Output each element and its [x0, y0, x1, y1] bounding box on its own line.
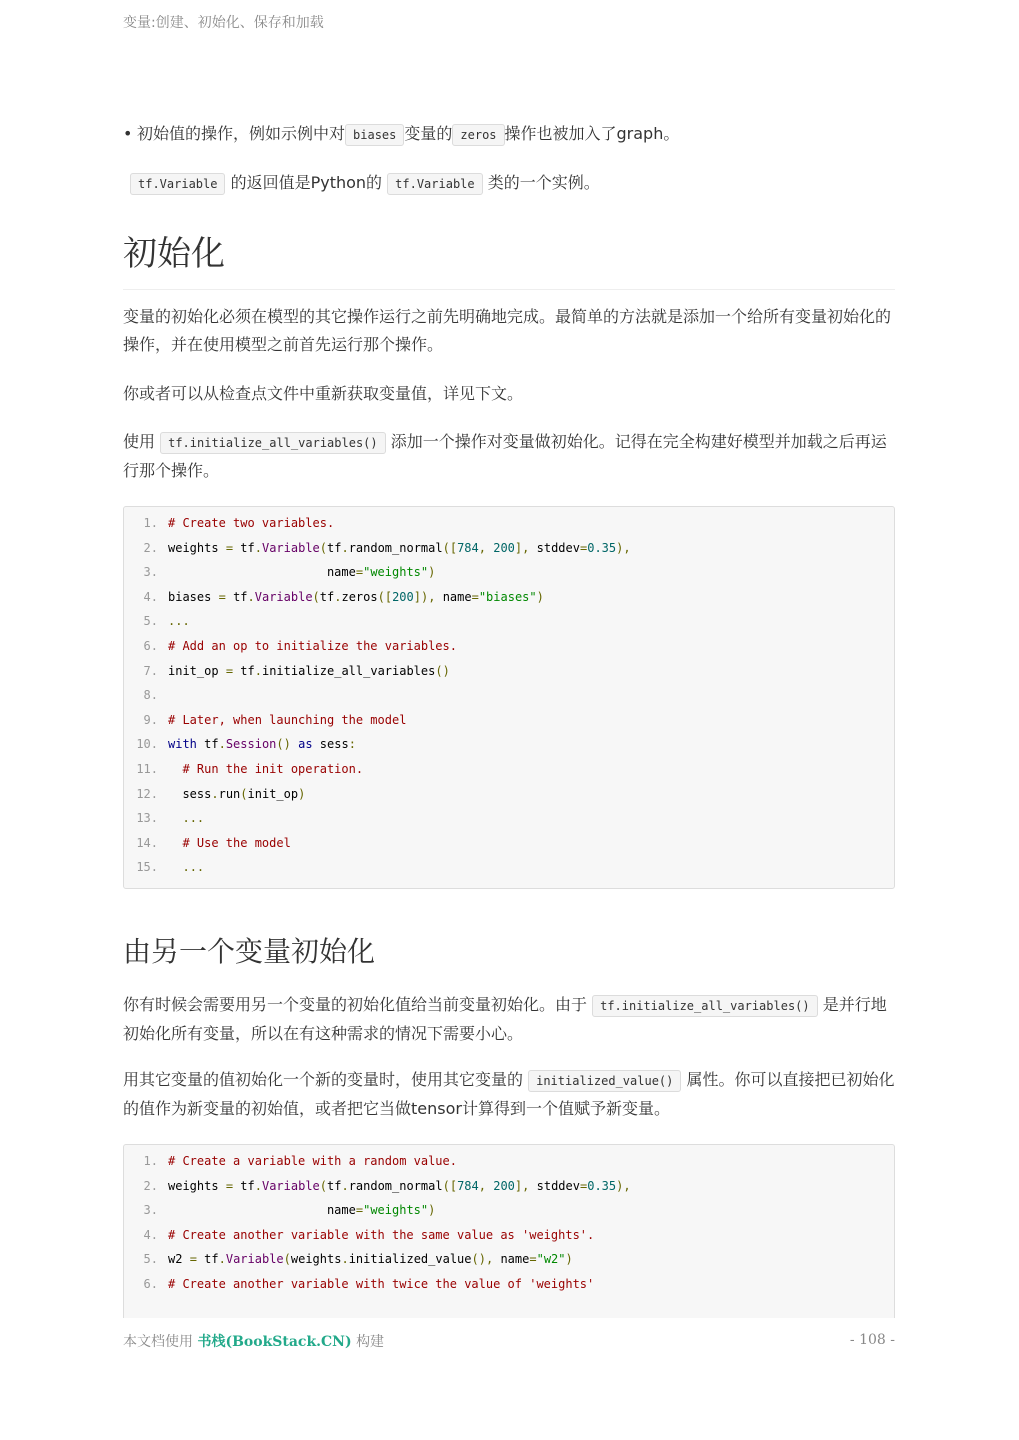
- line-number: 5.: [143, 614, 158, 629]
- inline-code: tf.Variable: [130, 173, 225, 195]
- line-number: 15.: [136, 860, 158, 875]
- code-text: # Later, when launching the model: [168, 712, 407, 727]
- section-heading: 初始化: [123, 226, 895, 290]
- inline-code: biases: [345, 124, 404, 146]
- line-number: 12.: [136, 786, 158, 801]
- line-number: 10.: [136, 737, 158, 752]
- code-text: init_op = tf.initialize_all_variables(): [168, 663, 450, 678]
- line-number: 13.: [136, 811, 158, 826]
- line-number: 6.: [143, 638, 158, 653]
- line-number: 3.: [143, 1203, 158, 1218]
- paragraph-text: 使用: [123, 432, 156, 451]
- code-line: [124, 782, 894, 807]
- footer-credit: [123, 1331, 384, 1351]
- code-line: [124, 536, 894, 561]
- code-text: # Create another variable with the same value as 'weights'.: [168, 1227, 595, 1242]
- code-line: [124, 609, 894, 634]
- code-text: name="weights"): [326, 565, 436, 580]
- code-line: [124, 855, 894, 880]
- code-text: # Use the model: [182, 835, 291, 850]
- code-line: [124, 659, 894, 684]
- paragraph-text: 用其它变量的值初始化一个新的变量时，使用其它变量的: [123, 1070, 524, 1089]
- line-number: 2.: [143, 1178, 158, 1193]
- code-line: [124, 634, 894, 659]
- code-text: # Create a variable with a random value.: [168, 1154, 457, 1168]
- bookstack-link[interactable]: 书栈(BookStack.CN): [197, 1334, 352, 1350]
- code-line: [124, 1198, 894, 1223]
- paragraph-text: 类的一个实例。: [487, 173, 600, 192]
- code-text: w2 = tf.Variable(weights.initialized_value(), name="w2"): [168, 1252, 573, 1267]
- line-number: 9.: [143, 712, 158, 727]
- code-text: biases = tf.Variable(tf.zeros([200]), name="biases"): [168, 589, 544, 604]
- section-heading: 由另一个变量初始化: [123, 935, 376, 968]
- code-line: [124, 1223, 894, 1248]
- running-header: 变量:创建、初始化、保存和加载: [123, 15, 324, 31]
- line-number: 6.: [143, 1276, 158, 1291]
- code-text: ...: [168, 614, 190, 629]
- bullet-text-post: 操作也被加入了graph。: [504, 124, 680, 143]
- inline-code: zeros: [452, 124, 504, 146]
- paragraph-text: 的返回值是Python的: [230, 173, 383, 192]
- footer-text: 构建: [356, 1334, 385, 1350]
- paragraph-text: 属性。你可以直接把已初始化的值作为新变量的初始值，或者把它当做tensor计算得到一个值赋予新变量。: [123, 1070, 895, 1118]
- code-line: [124, 683, 894, 708]
- paragraph: 你或者可以从检查点文件中重新获取变量值，详见下文。: [123, 384, 524, 403]
- code-line: [124, 1174, 894, 1199]
- list-item: [137, 120, 679, 149]
- code-line: [124, 757, 894, 782]
- code-text: ...: [182, 860, 205, 875]
- code-block: [123, 506, 895, 889]
- code-text: # Run the init operation.: [182, 761, 364, 776]
- line-number: 1.: [143, 516, 158, 530]
- bullet-text-pre: 初始值的操作，例如示例中对: [137, 124, 346, 143]
- code-line: [124, 511, 894, 536]
- paragraph-text: 是并行地初始化所有变量，所以在有这种需求的情况下需要小心。: [123, 995, 887, 1043]
- code-line: [124, 1272, 894, 1297]
- code-text: # Create another variable with twice the value of 'weights': [168, 1276, 595, 1291]
- inline-code: initialized_value(): [528, 1070, 681, 1092]
- line-number: 14.: [136, 835, 158, 850]
- code-text: sess.run(init_op): [182, 786, 306, 801]
- code-text: # Create two variables.: [168, 516, 335, 530]
- code-line: [124, 1149, 894, 1174]
- line-number: 4.: [143, 589, 158, 604]
- inline-code: tf.Variable: [387, 173, 482, 195]
- code-text: weights = tf.Variable(tf.random_normal([784, 200], stddev=0.35),: [168, 1178, 631, 1193]
- paragraph: [123, 428, 895, 485]
- code-text: # Add an op to initialize the variables.: [168, 638, 457, 653]
- inline-code: tf.initialize_all_variables(): [592, 995, 818, 1017]
- code-line: [124, 732, 894, 757]
- line-number: 8.: [143, 688, 158, 703]
- line-number: 11.: [136, 761, 158, 776]
- code-text: with tf.Session() as sess:: [168, 737, 356, 752]
- line-number: 1.: [143, 1154, 158, 1168]
- paragraph: [123, 991, 895, 1048]
- code-line: [124, 1247, 894, 1272]
- paragraph-text: 你有时候会需要用另一个变量的初始化值给当前变量初始化。由于: [123, 995, 588, 1014]
- footer-text: 本文档使用: [123, 1334, 193, 1350]
- bullet-text-mid: 变量的: [404, 124, 453, 143]
- page-number: - 108 -: [849, 1332, 895, 1348]
- paragraph-text: 添加一个操作对变量做初始化。记得在完全构建好模型并加载之后再运行那个操作。: [123, 432, 887, 480]
- line-number: 5.: [143, 1252, 158, 1267]
- paragraph: [123, 1066, 895, 1123]
- line-number: 4.: [143, 1227, 158, 1242]
- code-line: [124, 560, 894, 585]
- paragraph: [130, 169, 600, 198]
- code-text: weights = tf.Variable(tf.random_normal([784, 200], stddev=0.35),: [168, 540, 631, 555]
- code-line: [124, 831, 894, 856]
- line-number: 3.: [143, 565, 158, 580]
- code-line: [124, 585, 894, 610]
- inline-code: tf.initialize_all_variables(): [160, 432, 386, 454]
- code-text: name="weights"): [326, 1203, 436, 1218]
- code-line: [124, 806, 894, 831]
- code-text: ...: [182, 811, 205, 826]
- code-line: [124, 708, 894, 733]
- line-number: 2.: [143, 540, 158, 555]
- line-number: 7.: [143, 663, 158, 678]
- paragraph: 变量的初始化必须在模型的其它操作运行之前先明确地完成。最简单的方法就是添加一个给所有变量初始化的操作，并在使用模型之前首先运行那个操作。: [123, 307, 892, 354]
